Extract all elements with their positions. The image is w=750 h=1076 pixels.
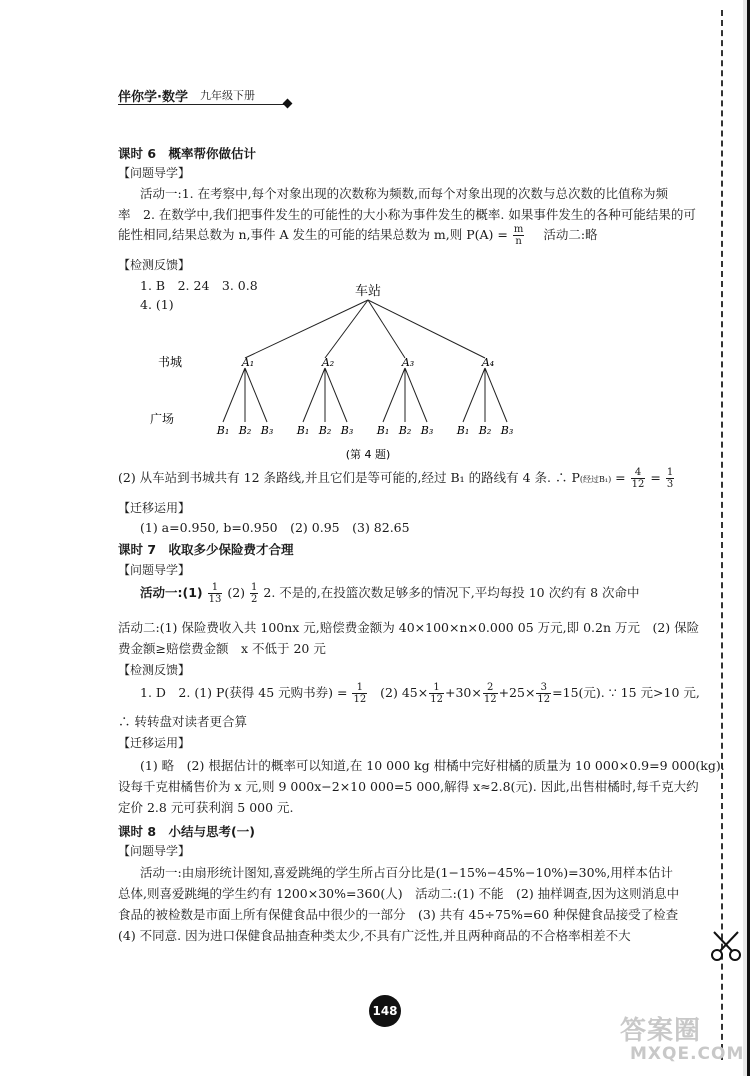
lesson6-answer-4-2: (2) 从车站到书城共有 12 条路线,并且它们是等可能的,经过 B₁ 的路线有 4 条. ∴ P(经过B₁) = $\frac{4}{12}$ = $\frac{1}{3}$ bbox=[118, 467, 674, 490]
tree-node-b3: B₃ bbox=[500, 424, 514, 437]
tree-node-b1: B₁ bbox=[296, 424, 310, 437]
tree-node-b3: B₃ bbox=[340, 424, 354, 437]
lesson8-line1: 活动一:由扇形统计图知,喜爱跳绳的学生所占百分比是(1−15%−45%−10%)=30%,用样本估计 bbox=[140, 865, 673, 880]
watermark-line2: MXQE.COM bbox=[630, 1044, 745, 1064]
tree-node-b1: B₁ bbox=[456, 424, 470, 437]
diamond-icon bbox=[283, 99, 293, 109]
prob-subscript: (经过B₁) bbox=[579, 475, 612, 484]
watermark-line1: 答案圈 bbox=[620, 1016, 702, 1046]
lesson7-tag-guide: 【问题导学】 bbox=[118, 563, 191, 577]
lesson7-transfer-line1: (1) 略 (2) 根据估计的概率可以知道,在 10 000 kg 柑橘中完好柑橘的质量为 10 000×0.9=9 000(kg). bbox=[140, 758, 725, 773]
tree-node-a2: A₂ bbox=[321, 356, 335, 369]
tree-node-b1: B₁ bbox=[376, 424, 390, 437]
tree-node-b2: B₂ bbox=[238, 424, 252, 437]
page-number: 148 bbox=[369, 995, 401, 1027]
tree-node-b3: B₃ bbox=[260, 424, 274, 437]
tree-branches bbox=[223, 300, 507, 422]
lesson7-title: 课时 7 收取多少保险费才合理 bbox=[118, 542, 294, 557]
tree-node-b3: B₃ bbox=[420, 424, 434, 437]
lesson6-act2-text: 活动二:略 bbox=[543, 227, 598, 242]
lesson8-tag-guide: 【问题导学】 bbox=[118, 844, 191, 858]
lesson7-transfer-line3: 定价 2.8 元可获利润 5 000 元. bbox=[118, 800, 294, 815]
book-title: 伴你学·数学 bbox=[118, 90, 188, 105]
scissors-icon bbox=[708, 928, 744, 964]
lesson7-tag-transfer: 【迁移运用】 bbox=[118, 736, 191, 750]
lesson7-tag-check: 【检测反馈】 bbox=[118, 663, 191, 677]
tree-node-b2: B₂ bbox=[318, 424, 332, 437]
tree-caption: (第 4 题) bbox=[345, 448, 391, 461]
lesson7-act2-line1: 活动二:(1) 保险费收入共 100nx 元,赔偿费金额为 40×100×n×0.000 05 万元,即 0.2n 万元 (2) 保险 bbox=[118, 620, 700, 635]
tree-node-b1: B₁ bbox=[216, 424, 230, 437]
fraction-4-over-12: $\frac{4}{12}$ bbox=[631, 467, 645, 490]
lesson6-act1-line2: 率 2. 在数学中,我们把事件发生的可能性的大小称为事件发生的概率. 如果事件发生的各种可能结果的可 bbox=[118, 207, 696, 222]
tree-root: 车站 bbox=[354, 284, 382, 299]
lesson6-transfer-answers: (1) a=0.950, b=0.950 (2) 0.95 (3) 82.65 bbox=[140, 520, 410, 535]
lesson8-line3: 食品的被检数是市面上所有保健食品中很少的一部分 (3) 共有 45÷75%=60 种保健食品接受了检查 bbox=[118, 907, 679, 922]
lesson6-answer-4: 4. (1) bbox=[140, 297, 174, 312]
tree-node-b2: B₂ bbox=[398, 424, 412, 437]
lesson8-line4: (4) 不同意. 因为进口保健食品抽查种类太少,不具有广泛性,并且两种商品的不合格率相差不大 bbox=[118, 928, 631, 943]
lesson7-check-line2: ∴ 转转盘对读者更合算 bbox=[118, 714, 247, 729]
fraction-m-over-n: $\frac{m}{n}$ bbox=[513, 224, 524, 247]
lesson6-tag-check: 【检测反馈】 bbox=[118, 258, 191, 272]
grade-label: 九年级下册 bbox=[200, 89, 255, 102]
tree-level2-label: 广场 bbox=[150, 412, 175, 426]
lesson7-act1-label: 活动一:(1) bbox=[140, 585, 203, 600]
lesson6-tag-transfer: 【迁移运用】 bbox=[118, 501, 191, 515]
tree-node-a4: A₄ bbox=[481, 356, 495, 369]
fraction-1-over-2: $\frac{1}{2}$ bbox=[251, 582, 258, 605]
tree-node-a3: A₃ bbox=[401, 356, 415, 369]
lesson7-act1-text: 2. 不是的,在投篮次数足够多的情况下,平均每投 10 次约有 8 次命中 bbox=[263, 585, 640, 600]
lesson6-tag-guide: 【问题导学】 bbox=[118, 166, 191, 180]
lesson7-act2-line2: 费金额≥赔偿费金额 x 不低于 20 元 bbox=[118, 641, 326, 656]
lesson6-act1-line3-text: 能性相同,结果总数为 n,事件 A 发生的可能的结果总数为 m,则 P(A) = bbox=[118, 227, 508, 242]
tree-level1-label: 书城 bbox=[158, 355, 183, 369]
lesson6-act1-line1: 活动一:1. 在考察中,每个对象出现的次数称为频数,而每个对象出现的次数与总次数的比值称为频 bbox=[140, 186, 669, 201]
tree-node-b2: B₂ bbox=[478, 424, 492, 437]
fraction-1-over-3: $\frac{1}{3}$ bbox=[666, 467, 674, 490]
lesson8-line2: 总体,则喜爱跳绳的学生约有 1200×30%=360(人) 活动二:(1) 不能 (2) 抽样调查,因为这则消息中 bbox=[118, 886, 680, 901]
lesson6-answer-4-2-text: (2) 从车站到书城共有 12 条路线,并且它们是等可能的,经过 B₁ 的路线有 4 条. ∴ P bbox=[118, 470, 580, 485]
lesson7-act1: 活动一:(1) $\frac{1}{13}$ (2) $\frac{1}{2}$ 2. 不是的,在投篮次数足够多的情况下,平均每投 10 次约有 8 次命中 bbox=[140, 582, 640, 605]
lesson6-act1-line3 bbox=[118, 224, 598, 247]
cut-line bbox=[721, 10, 723, 1060]
tree-node-a1: A₁ bbox=[241, 356, 255, 369]
header-rule bbox=[118, 104, 288, 105]
lesson7-transfer-line2: 设每千克柑橘售价为 x 元,则 9 000x−2×10 000=5 000,解得 x≈2.8(元). 因此,出售柑橘时,每千克大约 bbox=[118, 779, 699, 794]
lesson6-answers-1-3: 1. B 2. 24 3. 0.8 bbox=[140, 278, 258, 293]
fraction-1-over-13: $\frac{1}{13}$ bbox=[208, 582, 222, 605]
lesson6-title: 课时 6 概率帮你做估计 bbox=[118, 146, 257, 161]
tree-diagram bbox=[150, 280, 550, 480]
watermark bbox=[620, 1010, 745, 1070]
lesson7-check-line1: 1. D 2. (1) P(获得 45 元购书券) = $\frac{1}{12}$ (2) 45× $\frac{1}{12}$ +30× $\frac{2}{12}$ +25× $\frac{3}{12}$ =15(元). ∵ 15 元>10 元, bbox=[140, 682, 700, 705]
lesson8-title: 课时 8 小结与思考(一) bbox=[118, 824, 255, 839]
